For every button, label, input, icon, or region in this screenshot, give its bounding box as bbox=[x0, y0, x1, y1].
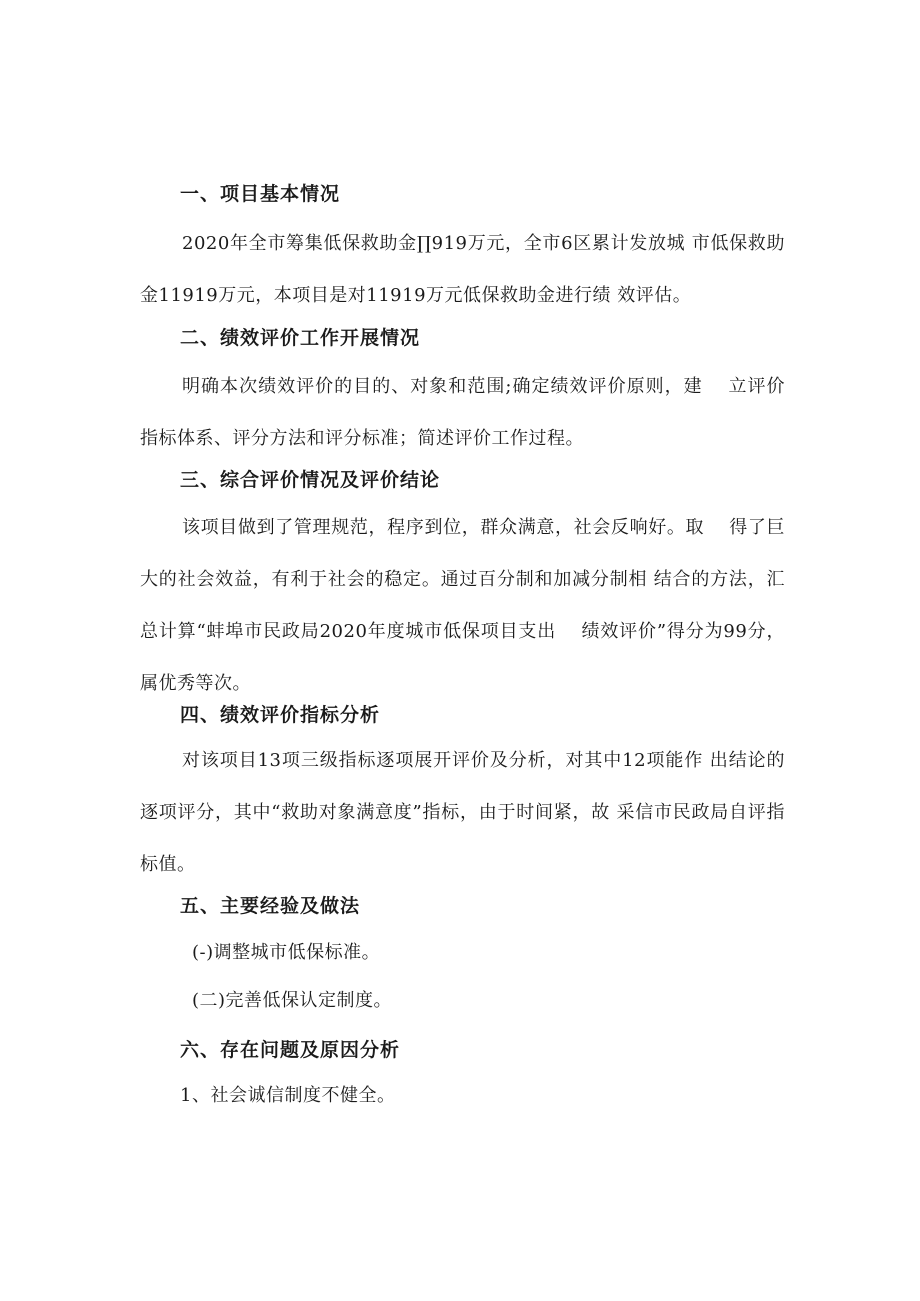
section-body-3: 该项目做到了管理规范，程序到位，群众满意，社会反响好。取 得了巨大的社会效益，有利于社会的稳定。通过百分制和加减分制相 结合的方法，汇总计算“蚌埠市民政局2020年度城市低保项目支出 绩效评价”得分为99分，属优秀等次。 bbox=[140, 517, 785, 694]
section-heading-3: 三、综合评价情况及评价结论 bbox=[180, 469, 441, 491]
section-body-1: 2020年全市筹集低保救助金∏919万元，全市6区累计发放城 市低保救助金11919万元，本项目是对11919万元低保救助金进行绩 效评估。 bbox=[140, 233, 785, 306]
section-heading-5: 五、主要经验及做法 bbox=[180, 895, 361, 917]
section-heading-4: 四、绩效评价指标分析 bbox=[180, 704, 381, 726]
section-body-4: 对该项目13项三级指标逐项展开评价及分析，对其中12项能作 出结论的逐项评分，其中“救助对象满意度”指标，由于时间紧，故 采信市民政局自评指标值。 bbox=[140, 750, 785, 875]
section-heading-2: 二、绩效评价工作开展情况 bbox=[180, 327, 421, 349]
section-6-item-1: 1、社会诚信制度不健全。 bbox=[180, 1085, 396, 1106]
section-body-2: 明确本次绩效评价的目的、对象和范围;确定绩效评价原则，建 立评价指标体系、评分方法和评分标准；简述评价工作过程。 bbox=[140, 376, 785, 449]
section-5-item-2: (二)完善低保认定制度。 bbox=[192, 990, 393, 1011]
section-heading-6: 六、存在问题及原因分析 bbox=[180, 1039, 401, 1061]
section-5-item-1: (-)调整城市低保标准。 bbox=[192, 942, 381, 963]
section-heading-1: 一、项目基本情况 bbox=[180, 183, 341, 205]
